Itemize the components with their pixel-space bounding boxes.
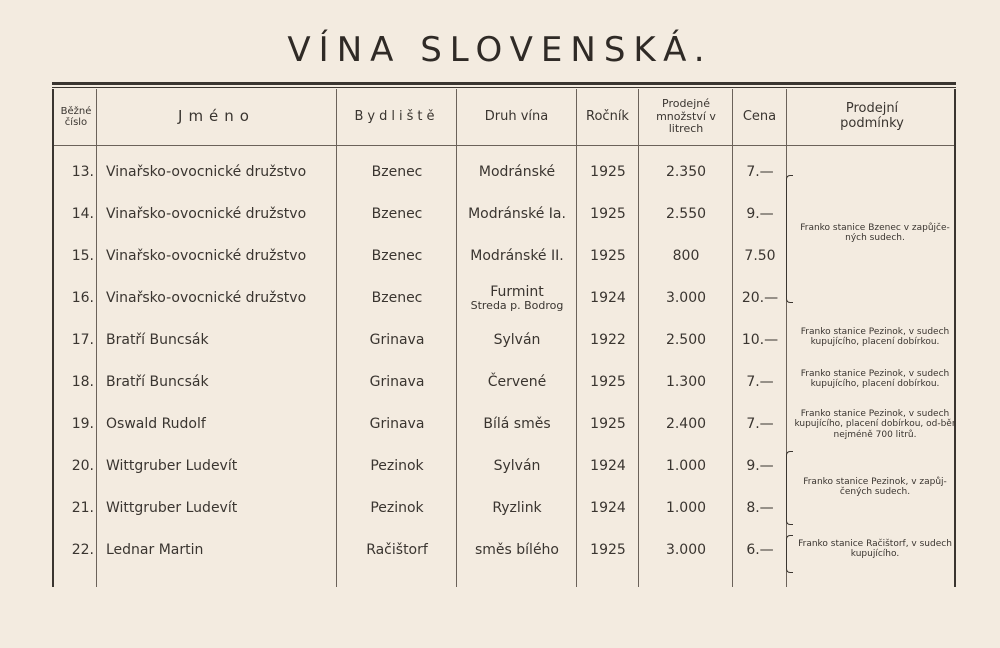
- row-kind-main: Furmint: [490, 283, 544, 300]
- row-name: Wittgruber Ludevít: [106, 500, 238, 516]
- row-kind-main: Červené: [487, 373, 547, 390]
- row-residence: Bzenec: [371, 164, 423, 180]
- row-kind: [458, 319, 576, 361]
- row-name: Wittgruber Ludevít: [106, 458, 238, 474]
- row-kind: [458, 193, 576, 235]
- row-year: 1925: [590, 164, 626, 180]
- row-residence: Pezinok: [370, 500, 424, 516]
- row-quantity: 3.000: [665, 290, 707, 306]
- row-number: 13.: [71, 164, 94, 180]
- header-year: Ročník: [586, 108, 629, 124]
- row-name: Vinařsko-ovocnické družstvo: [106, 290, 307, 306]
- condition-note: Franko stanice Račištorf, v sudech kupujícího.: [798, 539, 952, 560]
- row-kind: [458, 445, 576, 487]
- top-rule-thin: [52, 87, 956, 88]
- row-name: Vinařsko-ovocnické družstvo: [106, 248, 307, 264]
- row-number: 19.: [71, 416, 94, 432]
- row-residence: Bzenec: [371, 206, 423, 222]
- row-price: 7.—: [746, 164, 774, 180]
- row-price: 7.50: [744, 248, 776, 264]
- condition-note: Franko stanice Pezinok, v sudech kupujícího, placení dobírkou, od-běr nejméně 700 litrů.: [794, 409, 956, 440]
- condition-note: Franko stanice Bzenec v zapůjče-ných sudech.: [800, 223, 950, 244]
- row-quantity: 2.400: [665, 416, 707, 432]
- row-quantity: 1.000: [665, 458, 707, 474]
- row-kind-main: Modránské Ia.: [468, 205, 566, 222]
- row-price: 10.—: [741, 332, 779, 348]
- row-year: 1925: [590, 374, 626, 390]
- row-year: 1925: [590, 248, 626, 264]
- row-price: 7.—: [746, 374, 774, 390]
- row-number: 21.: [71, 500, 94, 516]
- row-name: Bratří Buncsák: [106, 332, 209, 348]
- row-kind-sub: Streda p. Bodrog: [470, 298, 564, 312]
- row-quantity: 1.300: [665, 374, 707, 390]
- row-number: 16.: [71, 290, 94, 306]
- header-price: Cena: [742, 108, 777, 124]
- row-kind-main: Modránské II.: [470, 247, 564, 264]
- condition-note: Franko stanice Pezinok, v zapůj-čených sudech.: [803, 477, 947, 498]
- row-year: 1924: [590, 458, 626, 474]
- row-quantity: 1.000: [665, 500, 707, 516]
- row-year: 1925: [590, 206, 626, 222]
- row-price: 7.—: [746, 416, 774, 432]
- row-kind-main: Ryzlink: [492, 499, 542, 516]
- row-kind-main: Bílá směs: [483, 415, 551, 432]
- row-name: Bratří Buncsák: [106, 374, 209, 390]
- row-kind: [458, 235, 576, 277]
- row-price: 9.—: [746, 206, 774, 222]
- row-year: 1925: [590, 542, 626, 558]
- row-residence: Bzenec: [371, 248, 423, 264]
- header-conditions: Prodejní podmínky: [840, 101, 904, 131]
- row-year: 1924: [590, 290, 626, 306]
- row-residence: Grinava: [369, 332, 425, 348]
- row-kind: [458, 277, 576, 319]
- row-year: 1922: [590, 332, 626, 348]
- row-kind: [458, 487, 576, 529]
- row-kind-main: Sylván: [493, 457, 541, 474]
- condition-note: Franko stanice Pezinok, v sudech kupujícího, placení dobírkou.: [800, 327, 950, 348]
- header-residence: Bydliště: [354, 108, 439, 124]
- row-kind: [458, 361, 576, 403]
- row-residence: Račištorf: [366, 542, 428, 558]
- row-kind-main: Sylván: [493, 331, 541, 348]
- row-quantity: 2.500: [665, 332, 707, 348]
- row-kind: [458, 151, 576, 193]
- row-name: Vinařsko-ovocnické družstvo: [106, 164, 307, 180]
- row-price: 20.—: [741, 290, 779, 306]
- row-kind: [458, 403, 576, 445]
- row-quantity: 2.550: [665, 206, 707, 222]
- page-title: VÍNA SLOVENSKÁ.: [287, 30, 713, 70]
- row-price: 9.—: [746, 458, 774, 474]
- row-quantity: 800: [672, 248, 700, 264]
- header-rule: [54, 145, 954, 146]
- top-rule-thick: [52, 82, 956, 85]
- row-name: Lednar Martin: [106, 542, 204, 558]
- row-residence: Pezinok: [370, 458, 424, 474]
- row-name: Vinařsko-ovocnické družstvo: [106, 206, 307, 222]
- row-quantity: 2.350: [665, 164, 707, 180]
- row-number: 22.: [71, 542, 94, 558]
- row-year: 1925: [590, 416, 626, 432]
- row-price: 6.—: [746, 542, 774, 558]
- row-kind-main: směs bílého: [474, 541, 559, 558]
- row-residence: Grinava: [369, 374, 425, 390]
- row-residence: Bzenec: [371, 290, 423, 306]
- row-residence: Grinava: [369, 416, 425, 432]
- row-name: Oswald Rudolf: [106, 416, 206, 432]
- row-kind: [458, 529, 576, 571]
- wine-table: [52, 89, 956, 587]
- row-kind-main: Modránské: [478, 163, 556, 180]
- row-number: 14.: [71, 206, 94, 222]
- row-quantity: 3.000: [665, 542, 707, 558]
- row-number: 17.: [71, 332, 94, 348]
- table-row: [54, 277, 954, 319]
- row-number: 15.: [71, 248, 94, 264]
- row-year: 1924: [590, 500, 626, 516]
- header-quantity: Prodejné množství v litrech: [656, 97, 716, 136]
- row-price: 8.—: [746, 500, 774, 516]
- row-number: 20.: [71, 458, 94, 474]
- header-number: Běžné číslo: [60, 105, 92, 128]
- table-row: [54, 151, 954, 193]
- header-kind: Druh vína: [484, 108, 549, 124]
- row-number: 18.: [71, 374, 94, 390]
- condition-note: Franko stanice Pezinok, v sudech kupujícího, placení dobírkou.: [800, 369, 950, 390]
- header-name: Jméno: [178, 107, 255, 126]
